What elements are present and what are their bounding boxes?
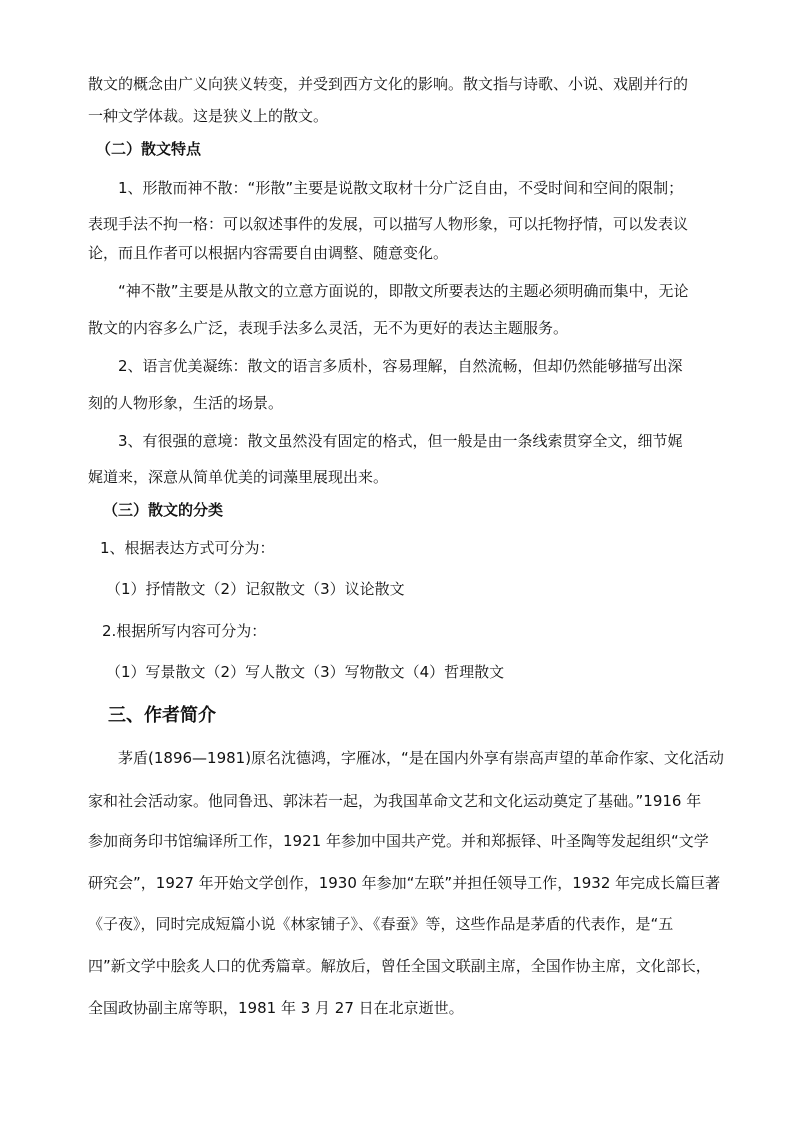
classification-list: （1）写景散文（2）写人散文（3）写物散文（4）哲理散文 <box>106 663 505 681</box>
paragraph-line: 四”新文学中脍炙人口的优秀篇章。解放后，曾任全国文联副主席，全国作协主席，文化部长， <box>88 957 711 975</box>
section-heading-author: 三、作者简介 <box>108 705 216 726</box>
paragraph-line: 研究会”，1927 年开始文学创作，1930 年参加“左联”并担任领导工作，1932 年完成长篇巨著 <box>88 874 721 892</box>
paragraph-line: “神不散”主要是从散文的立意方面说的，即散文所要表达的主题必须明确而集中，无论 <box>118 282 689 300</box>
section-heading-classification: （三）散文的分类 <box>103 501 224 519</box>
classification-item: 2.根据所写内容可分为： <box>102 622 267 640</box>
paragraph-line: 散文的概念由广义向狭义转变，并受到西方文化的影响。散文指与诗歌、小说、戏剧并行的 <box>88 75 689 93</box>
paragraph-line: 3、有很强的意境：散文虽然没有固定的格式，但一般是由一条线索贯穿全文，细节娓 <box>118 432 683 450</box>
section-heading-features: （二）散文特点 <box>96 140 202 158</box>
paragraph-line: 家和社会活动家。他同鲁迅、郭沫若一起，为我国革命文艺和文化运动奠定了基础。”1916 年 <box>88 792 702 810</box>
paragraph-line: 论，而且作者可以根据内容需要自由调整、随意变化。 <box>88 244 449 262</box>
paragraph-line: 娓道来，深意从简单优美的词藻里展现出来。 <box>88 468 389 486</box>
paragraph-line: 参加商务印书馆编译所工作，1921 年参加中国共产党。并和郑振铎、叶圣陶等发起组织“文学 <box>88 832 709 850</box>
paragraph-line: 1、形散而神不散：“形散”主要是说散文取材十分广泛自由，不受时间和空间的限制； <box>118 179 684 197</box>
paragraph-line: 刻的人物形象，生活的场景。 <box>88 394 284 412</box>
paragraph-line: 散文的内容多么广泛，表现手法多么灵活，无不为更好的表达主题服务。 <box>88 319 569 337</box>
paragraph-line: 表现手法不拘一格：可以叙述事件的发展，可以描写人物形象，可以托物抒情，可以发表议 <box>88 215 689 233</box>
paragraph-line: 《子夜》，同时完成短篇小说《林家铺子》、《春蚕》等，这些作品是茅盾的代表作，是“五 <box>88 915 674 933</box>
paragraph-line: 2、语言优美凝练：散文的语言多质朴，容易理解，自然流畅，但却仍然能够描写出深 <box>118 357 683 375</box>
classification-list: （1）抒情散文（2）记叙散文（3）议论散文 <box>106 580 405 598</box>
classification-item: 1、根据表达方式可分为： <box>100 539 275 557</box>
paragraph-line: 一种文学体裁。这是狭义上的散文。 <box>88 107 329 125</box>
paragraph-line: 茅盾(1896—1981)原名沈德鸿，字雁冰，“是在国内外享有崇高声望的革命作家、文化活动 <box>118 749 724 767</box>
paragraph-line: 全国政协副主席等职，1981 年 3 月 27 日在北京逝世。 <box>88 999 464 1017</box>
